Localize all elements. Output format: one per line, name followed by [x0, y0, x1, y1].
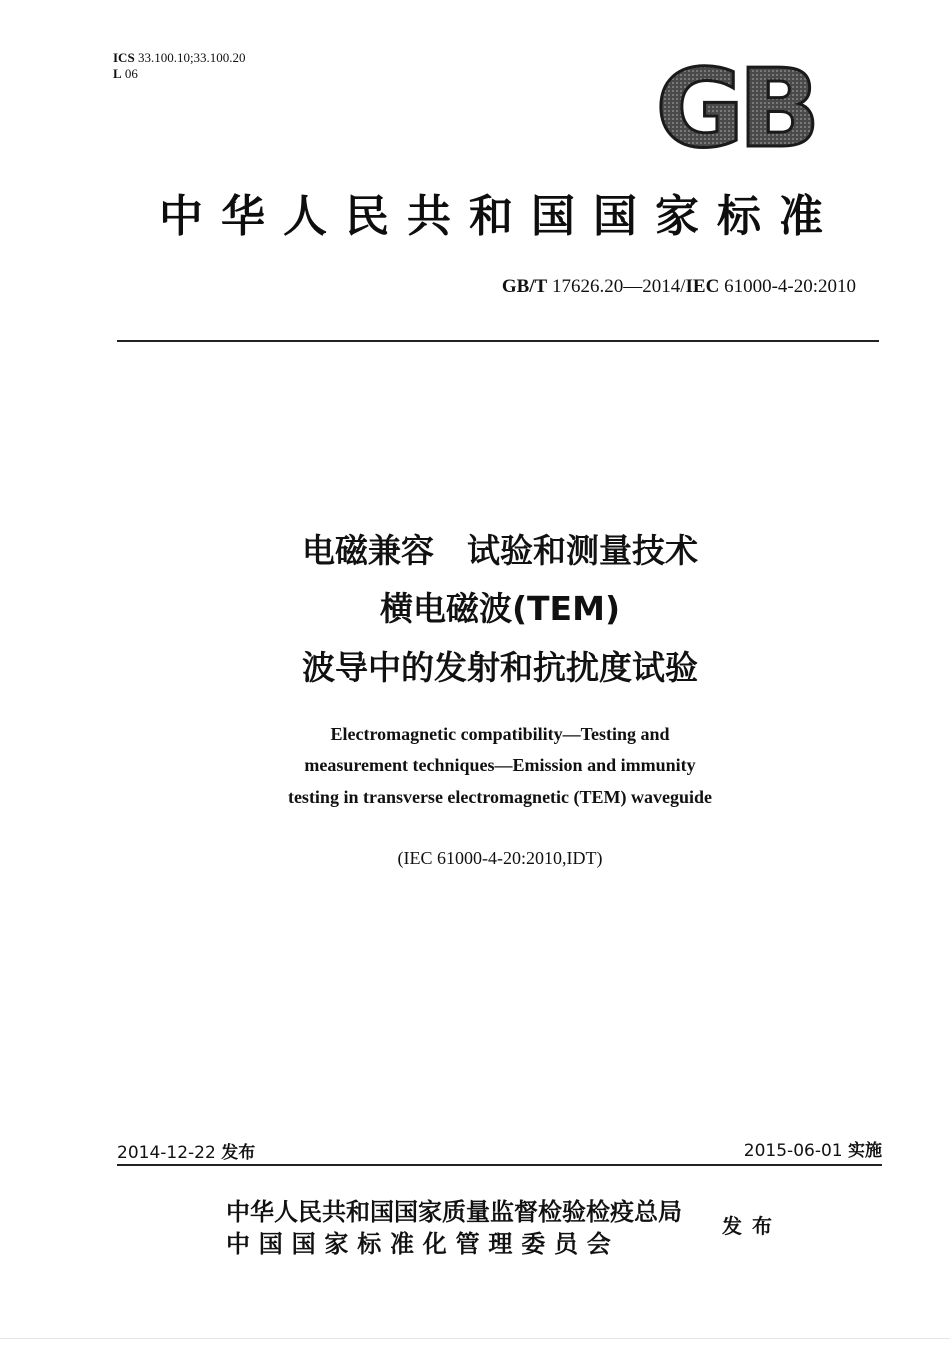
- standard-number: [502, 276, 856, 298]
- publisher-line2: 中国国家标准化管理委员会: [226, 1229, 620, 1258]
- en-title-line1: Electromagnetic compatibility—Testing and: [330, 724, 670, 744]
- publisher-line1: 中华人民共和国国家质量监督检验检疫总局: [226, 1197, 682, 1226]
- bottom-divider: [117, 1164, 882, 1166]
- implementation-date: 2015-06-01: [743, 1141, 843, 1161]
- implementation-label: 实施: [848, 1141, 882, 1161]
- std-number: 17626.20—2014/: [551, 276, 686, 297]
- issue-date-block: [117, 1138, 255, 1163]
- issue-date: 2014-12-22: [117, 1143, 216, 1163]
- gb-logo-icon: [640, 58, 830, 158]
- class-code: 06: [124, 66, 138, 81]
- cn-title-line2: 横电磁波(TEM): [379, 589, 621, 628]
- cn-title-line1: 电磁兼容 试验和测量技术: [302, 531, 698, 570]
- issue-label: 发布: [221, 1143, 256, 1163]
- en-title-line2: measurement techniques—Emission and immunity: [304, 755, 696, 775]
- national-standard-title: 中华人民共和国国家标准: [159, 191, 841, 242]
- ics-block: [113, 50, 246, 82]
- ics-label: ICS: [113, 50, 135, 65]
- publish-verb: 发布: [722, 1214, 782, 1238]
- top-divider: [117, 340, 879, 342]
- std-iec-number: 61000-4-20:2010: [724, 276, 856, 297]
- class-label: L: [113, 66, 122, 81]
- en-title-line3: testing in transverse electromagnetic (TEM) waveguide: [287, 787, 713, 807]
- std-prefix: GB/T: [501, 276, 548, 297]
- iec-equivalence: (IEC 61000-4-20:2010,IDT): [397, 848, 603, 868]
- gb-logo-text: GB: [655, 58, 815, 158]
- std-iec-prefix: IEC: [685, 276, 720, 297]
- ics-codes: 33.100.10;33.100.20: [137, 50, 246, 65]
- cn-title-line3: 波导中的发射和抗扰度试验: [302, 648, 698, 687]
- page-bottom-edge: [0, 1338, 950, 1339]
- implementation-date-block: [744, 1136, 882, 1161]
